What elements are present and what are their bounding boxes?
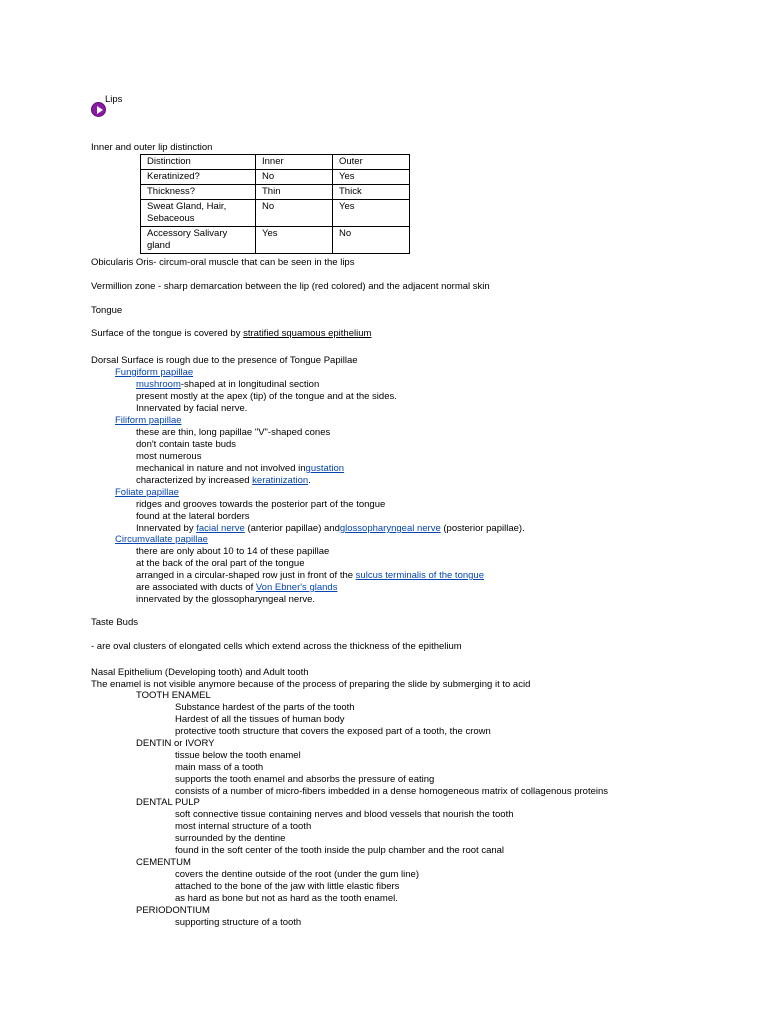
list-item: Innervated by facial nerve. bbox=[136, 403, 248, 414]
table-cell: Yes bbox=[333, 170, 410, 185]
table-cell: Yes bbox=[256, 227, 333, 254]
section-title: DENTIN or IVORY bbox=[136, 738, 215, 749]
list-item: tissue below the tooth enamel bbox=[175, 750, 301, 761]
lip-table-title: Inner and outer lip distinction bbox=[91, 142, 213, 153]
list-item: found at the lateral borders bbox=[136, 511, 250, 522]
list-item: ridges and grooves towards the posterior part of the tongue bbox=[136, 499, 386, 510]
list-item: Substance hardest of the parts of the tooth bbox=[175, 702, 355, 713]
tongue-heading: Tongue bbox=[91, 305, 123, 316]
play-icon[interactable] bbox=[91, 102, 106, 117]
list-item: these are thin, long papillae "V"-shaped cones bbox=[136, 427, 331, 438]
table-cell: Thick bbox=[333, 185, 410, 200]
table-cell: Accessory Salivary gland bbox=[141, 227, 256, 254]
tongue-surface-text: Surface of the tongue is covered by stratified squamous epithelium bbox=[91, 328, 372, 339]
section-title: DENTAL PULP bbox=[136, 797, 200, 808]
gustation-link[interactable]: gustation bbox=[305, 463, 345, 474]
table-cell: Keratinized? bbox=[141, 170, 256, 185]
lip-distinction-table bbox=[140, 154, 410, 254]
vermillion-text: Vermillion zone - sharp demarcation between the lip (red colored) and the adjacent normal skin bbox=[91, 281, 490, 292]
enamel-note: The enamel is not visible anymore because of the process of preparing the slide by submerging it to acid bbox=[91, 679, 531, 690]
nasal-heading: Nasal Epithelium (Developing tooth) and Adult tooth bbox=[91, 667, 309, 678]
list-item: protective tooth structure that covers the exposed part of a tooth, the crown bbox=[175, 726, 491, 737]
keratinization-link[interactable]: keratinization bbox=[252, 475, 309, 486]
table-cell: Thickness? bbox=[141, 185, 256, 200]
obicularis-text: Obicularis Oris- circum-oral muscle that can be seen in the lips bbox=[91, 257, 355, 268]
list-item: innervated by the glossopharyngeal nerve. bbox=[136, 594, 316, 605]
table-row bbox=[141, 200, 410, 227]
list-item: as hard as bone but not as hard as the tooth enamel. bbox=[175, 893, 398, 904]
section-title: TOOTH ENAMEL bbox=[136, 690, 211, 701]
table-header: Inner bbox=[256, 155, 333, 170]
table-cell: Thin bbox=[256, 185, 333, 200]
list-item: most internal structure of a tooth bbox=[175, 821, 312, 832]
list-item: don't contain taste buds bbox=[136, 439, 237, 450]
dorsal-text: Dorsal Surface is rough due to the presence of Tongue Papillae bbox=[91, 355, 358, 366]
list-item: present mostly at the apex (tip) of the tongue and at the sides. bbox=[136, 391, 397, 402]
table-row bbox=[141, 170, 410, 185]
list-item: soft connective tissue containing nerves and blood vessels that nourish the tooth bbox=[175, 809, 514, 820]
list-item: covers the dentine outside of the root (under the gum line) bbox=[175, 869, 419, 880]
list-item: at the back of the oral part of the tongue bbox=[136, 558, 305, 569]
taste-buds-heading: Taste Buds bbox=[91, 617, 138, 628]
table-cell: No bbox=[333, 227, 410, 254]
list-item: surrounded by the dentine bbox=[175, 833, 286, 844]
list-item: most numerous bbox=[136, 451, 202, 462]
list-item: there are only about 10 to 14 of these papillae bbox=[136, 546, 330, 557]
epithelium-link[interactable]: stratified squamous epithelium bbox=[243, 328, 372, 339]
table-cell: Yes bbox=[333, 200, 410, 227]
section-title: PERIODONTIUM bbox=[136, 905, 210, 916]
lips-heading: Lips bbox=[105, 94, 123, 105]
mushroom-link[interactable]: mushroom bbox=[136, 379, 181, 390]
von-ebners-glands-link[interactable]: Von Ebner's glands bbox=[255, 582, 338, 593]
list-item: consists of a number of micro-fibers imbedded in a dense homogeneous matrix of collagenous proteins bbox=[175, 786, 609, 797]
list-item: Hardest of all the tissues of human body bbox=[175, 714, 345, 725]
list-item: main mass of a tooth bbox=[175, 762, 264, 773]
fungiform-link[interactable]: Fungiform papillae bbox=[115, 367, 194, 378]
sulcus-terminalis-link[interactable]: sulcus terminalis of the tongue bbox=[355, 570, 484, 581]
glossopharyngeal-nerve-link[interactable]: glossopharyngeal nerve bbox=[339, 523, 441, 534]
table-row bbox=[141, 185, 410, 200]
circumvallate-link[interactable]: Circumvallate papillae bbox=[115, 534, 208, 545]
table-header-row bbox=[141, 155, 410, 170]
foliate-link[interactable]: Foliate papillae bbox=[115, 487, 179, 498]
table-header: Outer bbox=[333, 155, 410, 170]
list-item: supporting structure of a tooth bbox=[175, 917, 302, 928]
taste-buds-text: - are oval clusters of elongated cells which extend across the thickness of the epithelium bbox=[91, 641, 462, 652]
list-item: attached to the bone of the jaw with little elastic fibers bbox=[175, 881, 400, 892]
table-row bbox=[141, 227, 410, 254]
table-header: Distinction bbox=[141, 155, 256, 170]
table-cell: No bbox=[256, 200, 333, 227]
table-cell: Sweat Gland, Hair, Sebaceous bbox=[141, 200, 256, 227]
list-item: supports the tooth enamel and absorbs the pressure of eating bbox=[175, 774, 435, 785]
list-item: found in the soft center of the tooth inside the pulp chamber and the root canal bbox=[175, 845, 505, 856]
table-cell: No bbox=[256, 170, 333, 185]
section-title: CEMENTUM bbox=[136, 857, 191, 868]
facial-nerve-link[interactable]: facial nerve bbox=[196, 523, 245, 534]
filiform-link[interactable]: Filiform papillae bbox=[115, 415, 182, 426]
